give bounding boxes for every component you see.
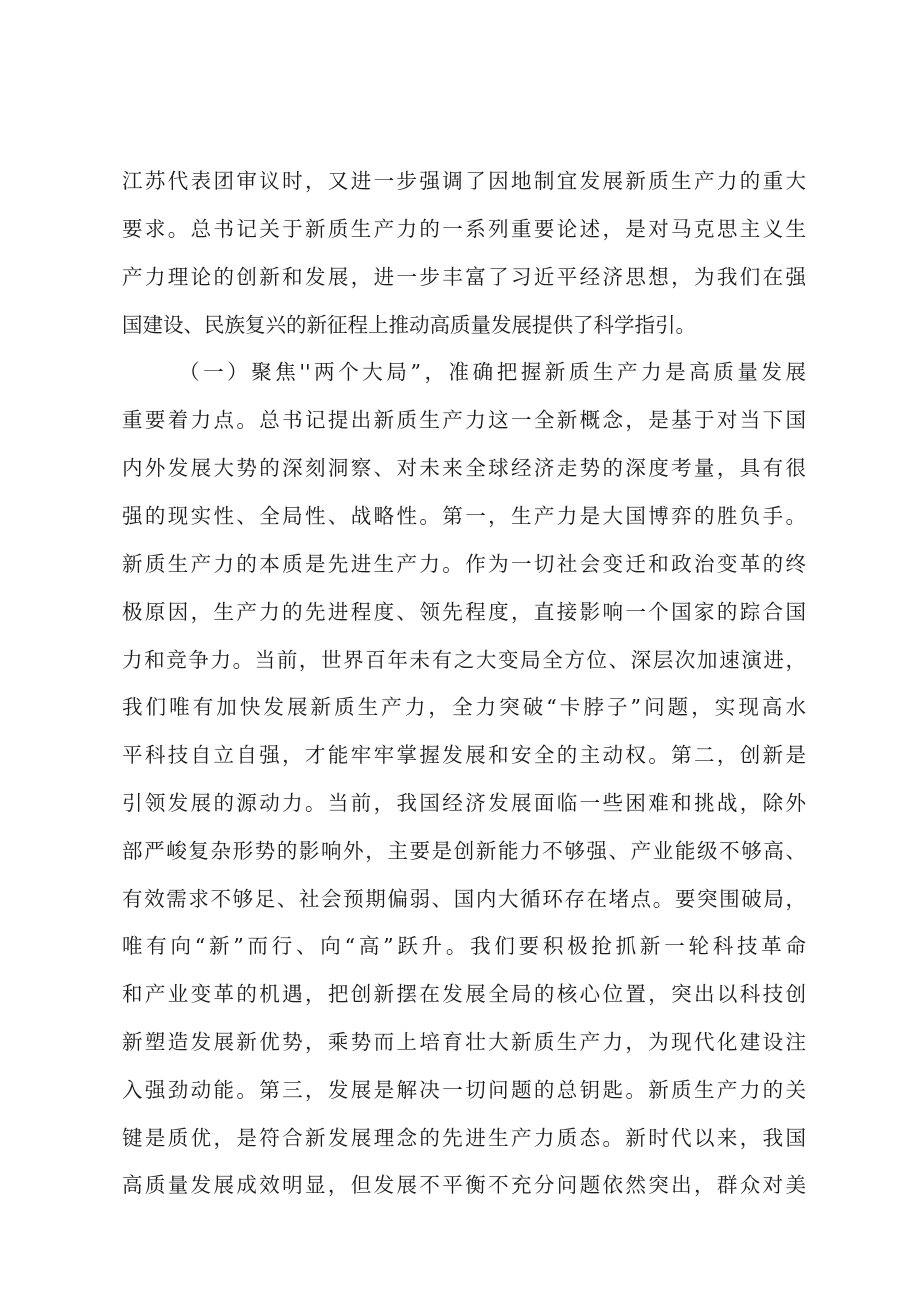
text-line: 国建设、民族复兴的新征程上推动高质量发展提供了科学指引。 — [122, 313, 696, 337]
text-line: 引领发展的源动力。当前，我国经济发展面临一些困难和挑战，除外 — [122, 791, 806, 815]
text-line: 有效需求不够足、社会预期偏弱、国内大循环存在堵点。要突围破局， — [122, 887, 806, 911]
text-line: 强的现实性、全局性、战略性。第一，生产力是大国博弈的胜负手。 — [122, 504, 806, 528]
text-line: 唯有向“新”而行、向“高”跃升。我们要积极抢抓新一轮科技革命 — [122, 934, 806, 958]
text-line: 要求。总书记关于新质生产力的一系列重要论述，是对马克思主义生 — [122, 217, 806, 241]
text-line: 我们唯有加快发展新质生产力，全力突破“卡脖子”问题，实现高水 — [122, 695, 806, 719]
section-heading-line: （一）聚焦''两个大局”，准确把握新质生产力是高质量发展 — [179, 360, 806, 384]
text-line: 部严峻复杂形势的影响外，主要是创新能力不够强、产业能级不够高、 — [122, 839, 806, 863]
text-line: 力和竞争力。当前，世界百年未有之大变局全方位、深层次加速演进， — [122, 648, 806, 672]
text-line: 新塑造发展新优势，乘势而上培育壮大新质生产力，为现代化建设注 — [122, 1030, 806, 1054]
text-line: 和产业变革的机遇，把创新摆在发展全局的核心位置，突出以科技创 — [122, 982, 806, 1006]
text-line: 产力理论的创新和发展，进一步丰富了习近平经济思想，为我们在强 — [122, 265, 806, 289]
text-line: 江苏代表团审议时，又进一步强调了因地制宜发展新质生产力的重大 — [122, 169, 806, 193]
text-line: 新质生产力的本质是先进生产力。作为一切社会变迁和政治变革的终 — [122, 552, 806, 576]
text-line: 极原因，生产力的先进程度、领先程度，直接影响一个国家的踪合国 — [122, 600, 806, 624]
text-line: 键是质优，是符合新发展理念的先进生产力质态。新时代以来，我国 — [122, 1126, 806, 1150]
text-line: 内外发展大势的深刻洞察、对未来全球经济走势的深度考量，具有很 — [122, 456, 806, 480]
text-line: 高质量发展成效明显，但发展不平衡不充分问题依然突出，群众对美 — [122, 1173, 806, 1197]
text-line: 入强劲动能。第三，发展是解决一切问题的总钥匙。新质生产力的关 — [122, 1078, 806, 1102]
text-line: 重要着力点。总书记提出新质生产力这一全新概念，是基于对当下国 — [122, 408, 806, 432]
text-line: 平科技自立自强，才能牢牢掌握发展和安全的主动权。第二，创新是 — [122, 743, 806, 767]
